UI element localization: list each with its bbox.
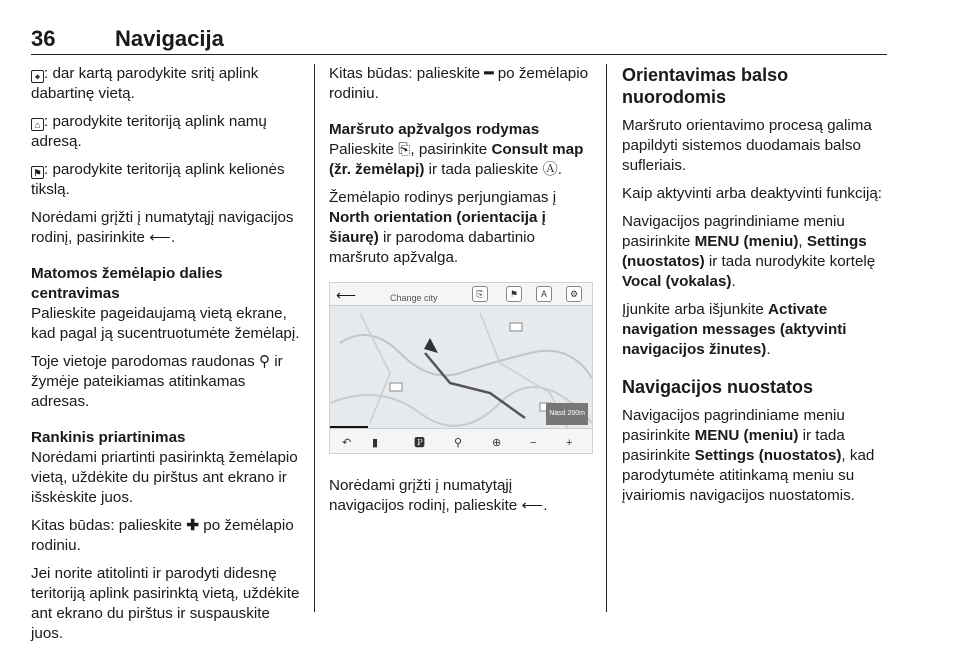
paragraph: Norėdami priartinti pasirinktą žemėlapio vietą, uždėkite du pirštus ant ekrano ir išskėskite juos.	[31, 449, 298, 506]
column-divider	[314, 64, 315, 612]
subheading: Rankinis priartinimas	[31, 429, 186, 446]
map-screenshot	[329, 282, 593, 454]
paragraph: Jei norite atitolinti ir parodyti didesnę teritoriją aplink pasirinktą vietą, uždėkite ant ekrano du pirštus ir suspauskite juos.	[31, 565, 300, 642]
column-middle	[329, 64, 591, 524]
paragraph: Palieskite ⎘, pasirinkite Consult map (žr. žemėlapį) ir tada palieskite Ⓐ.	[329, 141, 584, 178]
subheading: Matomos žemėlapio dalies centravimas	[31, 265, 223, 302]
map-top-bar	[330, 283, 592, 306]
paragraph: Kitas būdas: palieskite ✚ po žemėlapio rodiniu.	[31, 517, 294, 554]
paragraph: Toje vietoje parodomas raudonas ⚲ ir žymėje pateikiamas atitinkamas adresas.	[31, 353, 283, 410]
back-arrow-icon: ⟵	[521, 497, 544, 514]
column-left	[31, 64, 301, 652]
north-orientation-icon: Ⓐ	[542, 161, 558, 178]
heading: Navigacijos nuostatos	[622, 377, 814, 397]
north-orientation-icon[interactable]: A	[536, 286, 552, 302]
undo-icon[interactable]: ↶	[342, 437, 352, 449]
home-icon: ⌂	[31, 118, 44, 131]
column-divider	[606, 64, 607, 612]
paragraph: Navigacijos pagrindiniame meniu pasirinkite MENU (meniu) ir tada pasirinkite Settings (nuostatos), kad parodytumėte atitinkamą meniu su įvairiomis navigacijos nuostatomis.	[622, 407, 875, 504]
paragraph: ⚑ : parodykite teritoriją aplink kelionės tikslą.	[31, 161, 285, 198]
paragraph: Žemėlapio rodinys perjungiamas į North orientation (orientacija į šiaurę) ir parodoma dabartinio maršruto apžvalga.	[329, 189, 557, 266]
back-arrow-icon[interactable]: ⟵	[336, 287, 357, 303]
heading: Orientavimas balso nuorodomis	[622, 65, 789, 107]
paragraph: Kaip aktyvinti arba deaktyvinti funkciją:	[622, 185, 883, 202]
parking-icon[interactable]: 🅿	[414, 437, 425, 449]
paragraph: ⌖ : dar kartą parodykite sritį aplink dabartinę vietą.	[31, 65, 259, 102]
back-arrow-icon: ⟵	[149, 229, 171, 246]
current-location-icon: ⌖	[31, 70, 44, 83]
settings-icon[interactable]: ⚙	[566, 286, 582, 302]
page-number: 36	[31, 26, 56, 51]
map-scale: Nasd 200m	[546, 403, 588, 425]
destination-flag-icon: ⚑	[31, 166, 44, 179]
paragraph: Norėdami grįžti į numatytąjį navigacijos rodinį, palieskite ⟵.	[329, 477, 548, 514]
paragraph: Navigacijos pagrindiniame meniu pasirinkite MENU (meniu), Settings (nuostatos) ir tada nurodykite kortelę Vocal (vokalas).	[622, 213, 876, 290]
paragraph: ⌂ : parodykite teritoriją aplink namų adresą.	[31, 113, 267, 150]
zoom-out-icon[interactable]: −	[530, 437, 537, 449]
destination-flag-icon[interactable]: ⚑	[506, 286, 522, 302]
fuel-icon[interactable]: ▮	[372, 437, 379, 449]
minus-icon: ━	[484, 65, 494, 82]
paragraph: Kitas būdas: palieskite ━ po žemėlapio rodiniu.	[329, 65, 589, 102]
paragraph: Įjunkite arba išjunkite Activate navigation messages (aktyvinti navigacijos žinutes).	[622, 301, 847, 358]
page-header	[31, 24, 887, 55]
add-icon[interactable]: ⊕	[492, 437, 502, 449]
map-bottom-bar	[330, 428, 592, 453]
route-options-icon[interactable]: ⎘	[472, 286, 488, 302]
map-title: Change city	[390, 293, 438, 303]
paragraph: Palieskite pageidaujamą vietą ekrane, kad pagal ją sucentruotumėte žemėlapį.	[31, 305, 300, 342]
column-right	[622, 64, 888, 514]
poi-icon[interactable]: ⚲	[454, 437, 463, 449]
zoom-in-icon[interactable]: +	[566, 437, 573, 449]
section-title: Navigacija	[115, 26, 224, 51]
route-options-icon: ⎘	[398, 141, 411, 158]
paragraph: Maršruto orientavimo procesą galima papildyti sistemos duodamais balso sufleriais.	[622, 117, 872, 174]
plus-icon: ✚	[186, 517, 200, 534]
paragraph: Norėdami grįžti į numatytąjį navigacijos rodinį, pasirinkite ⟵.	[31, 209, 294, 246]
subheading: Maršruto apžvalgos rodymas	[329, 121, 540, 138]
location-pin-icon: ⚲	[258, 353, 271, 370]
